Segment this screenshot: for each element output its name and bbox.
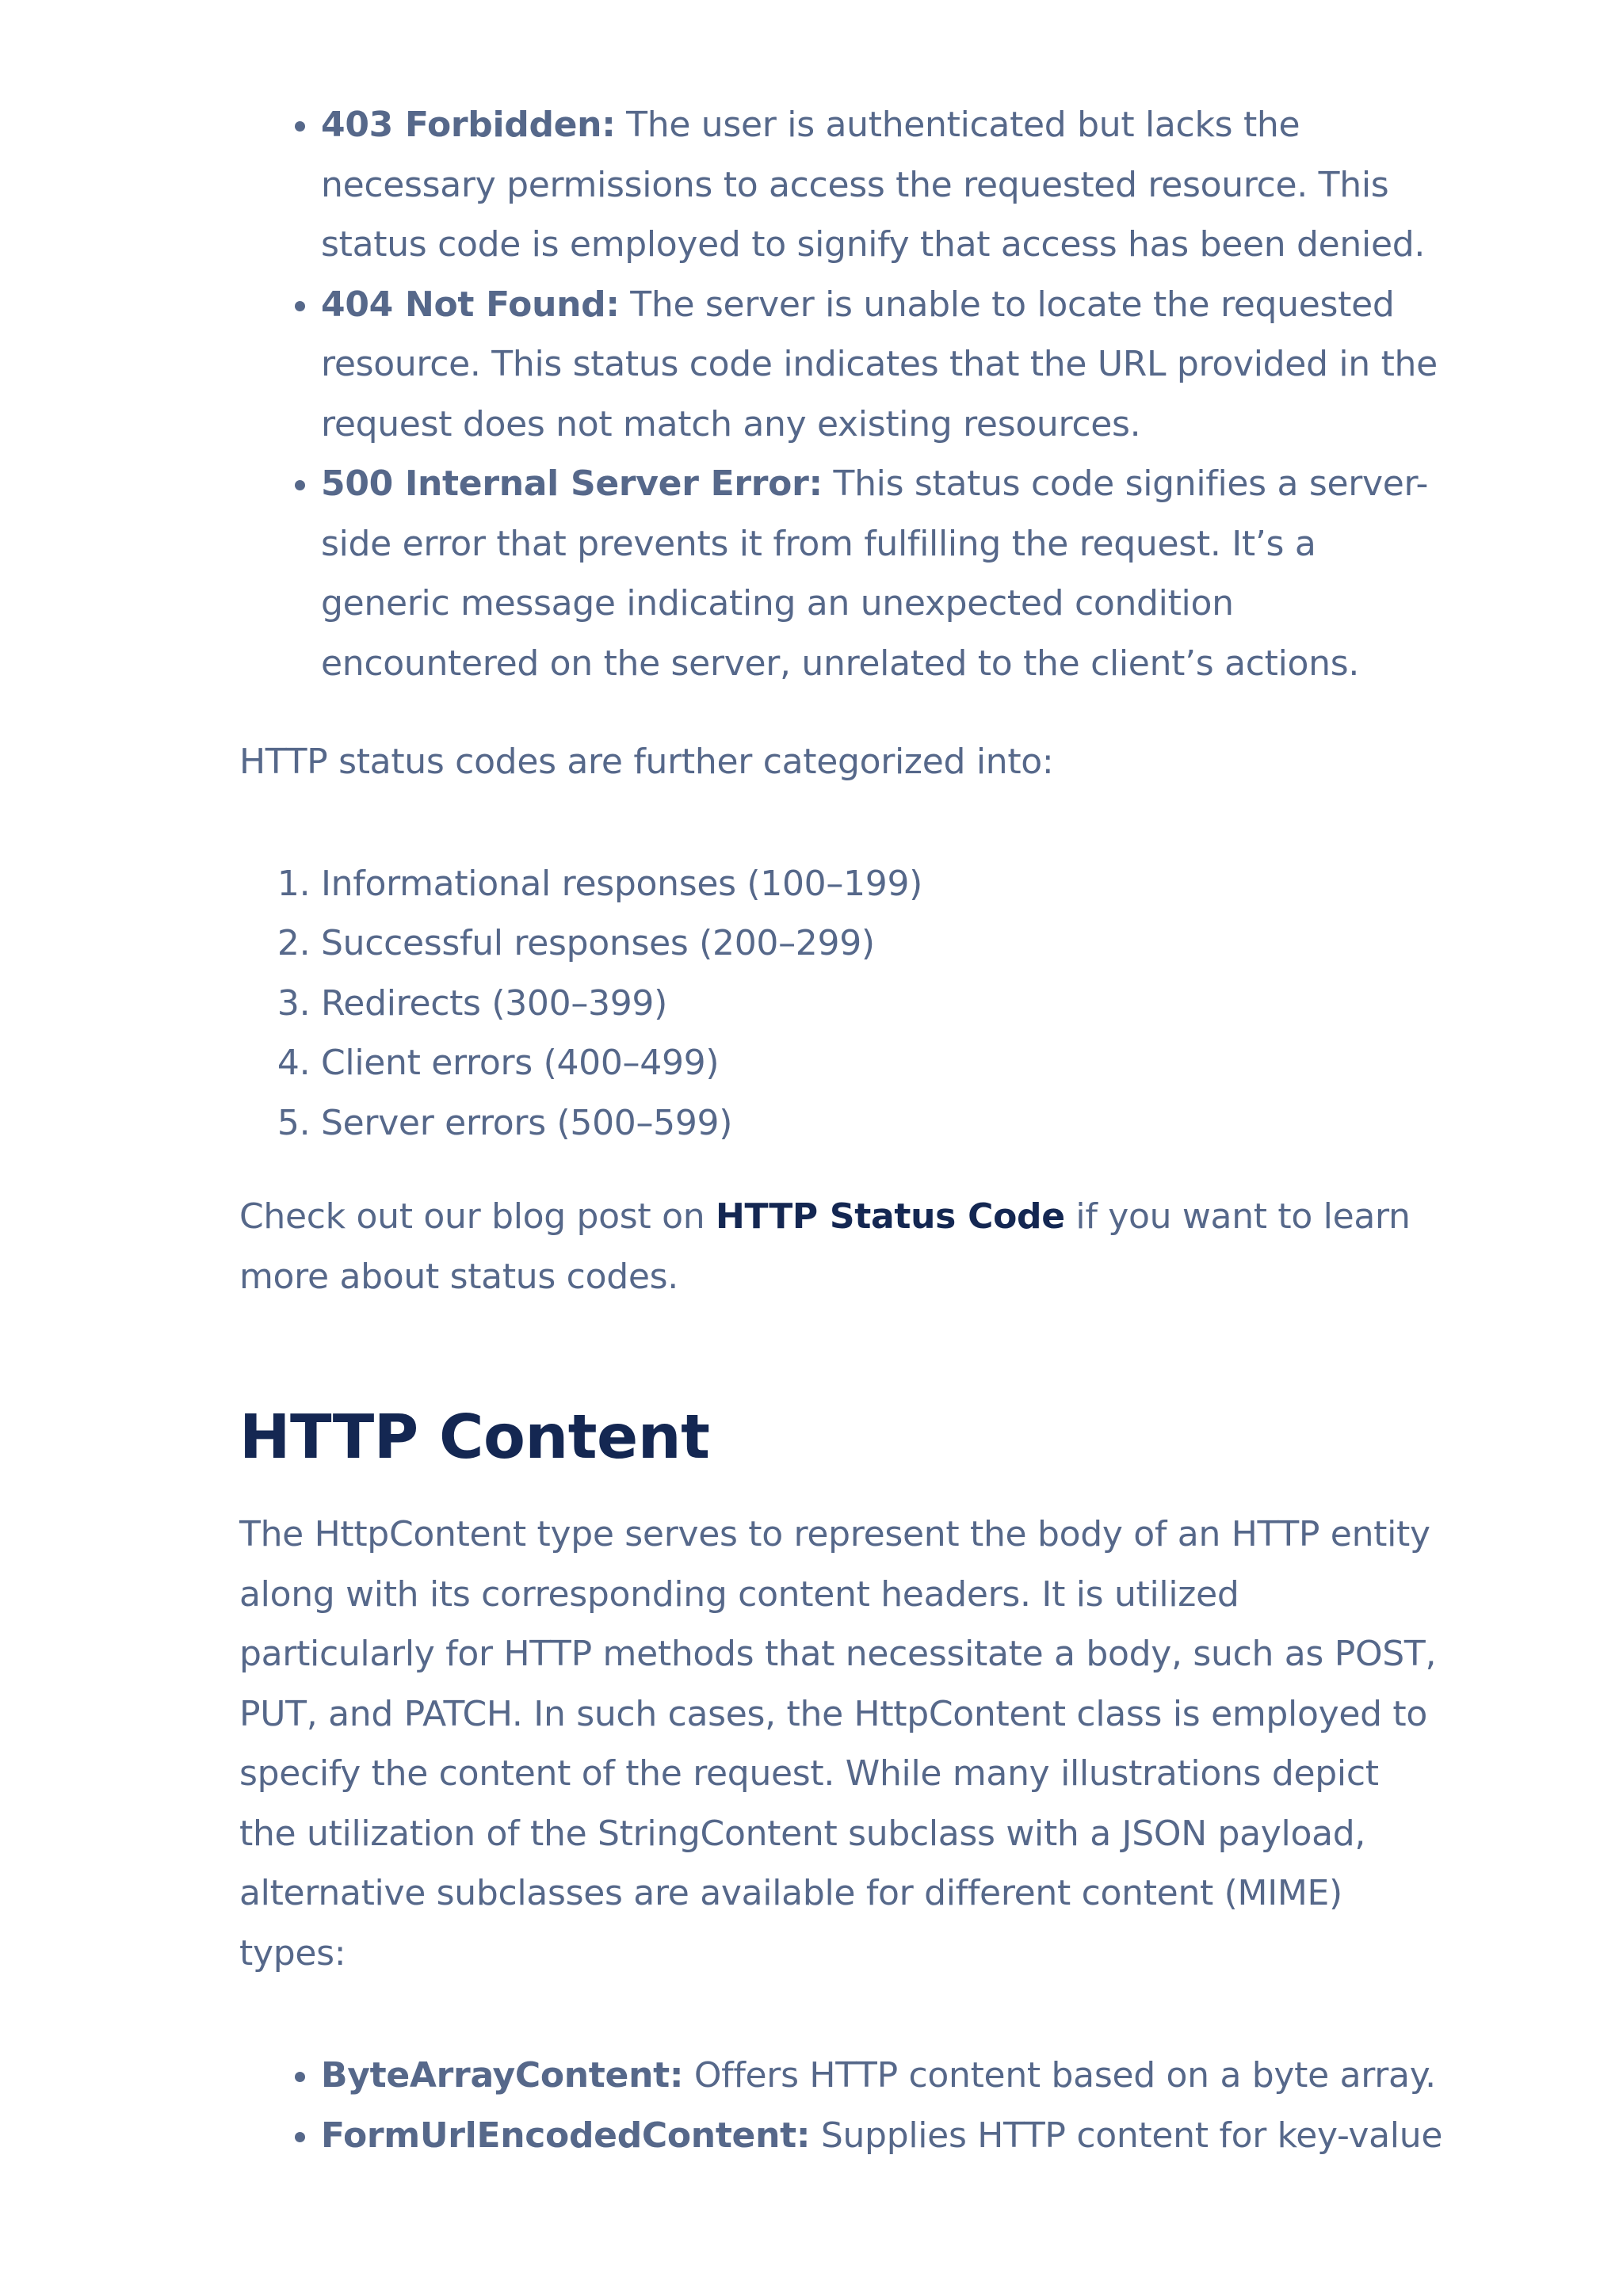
list-item [321, 95, 1444, 275]
section-paragraph: The HttpContent type serves to represent the body of an HTTP entity along with its corresponding content headers. It is utilized particularly for HTTP methods that necessitate a body, such as POST, PUT, and PATCH. In such cases, the HttpContent class is employed to specify the content of the request. While many illustrations depict the utilization of the StringContent subclass with a JSON payload, alternative subclasses are available for different content (MIME) types: [239, 1514, 1437, 1974]
list-item: 1. Informational responses (100–199) [321, 854, 1444, 914]
list-item-term: 404 Not Found: [321, 284, 620, 325]
categories-intro: HTTP status codes are further categorized into: [239, 742, 1054, 782]
list-item-text: The user is authenticated but lacks the necessary permissions to access the requested resource. This status code is employed to signify that access has been denied. [321, 105, 1426, 265]
list-item [321, 2046, 1444, 2106]
article-body [239, 95, 1444, 2165]
content-type-list [239, 2046, 1444, 2165]
list-item: 4. Client errors (400–499) [321, 1033, 1444, 1093]
list-item-text: Supplies HTTP content for key-value [810, 2115, 1443, 2156]
category-list [239, 854, 1444, 1154]
section-heading: HTTP Content [239, 1402, 710, 1473]
status-code-list [239, 95, 1444, 693]
list-item-term: 500 Internal Server Error: [321, 463, 823, 504]
list-item: 2. Successful responses (200–299) [321, 913, 1444, 974]
list-item [321, 2106, 1444, 2166]
blog-note [239, 1187, 1444, 1306]
blog-note-before: Check out our blog post on [239, 1196, 716, 1237]
list-item-text: The server is unable to locate the requested resource. This status code indicates that the URL provided in the request does not match any existing resources. [321, 284, 1438, 444]
list-item [321, 454, 1444, 693]
list-item-term: 403 Forbidden: [321, 105, 616, 145]
list-item-term: ByteArrayContent: [321, 2055, 684, 2096]
list-item-term: FormUrlEncodedContent: [321, 2115, 811, 2156]
list-item-text: This status code signifies a server-side error that prevents it from fulfilling the request. It’s a generic message indicating an unexpected condition encountered on the server, unrelated to the client’s actions. [321, 463, 1429, 684]
list-item: 5. Server errors (500–599) [321, 1093, 1444, 1154]
blog-post-link[interactable]: HTTP Status Code [715, 1196, 1065, 1237]
blog-note-after: if you want to learn more about status codes. [239, 1196, 1411, 1297]
list-item-text: Offers HTTP content based on a byte array. [683, 2055, 1436, 2096]
list-item: 3. Redirects (300–399) [321, 974, 1444, 1034]
list-item [321, 275, 1444, 455]
